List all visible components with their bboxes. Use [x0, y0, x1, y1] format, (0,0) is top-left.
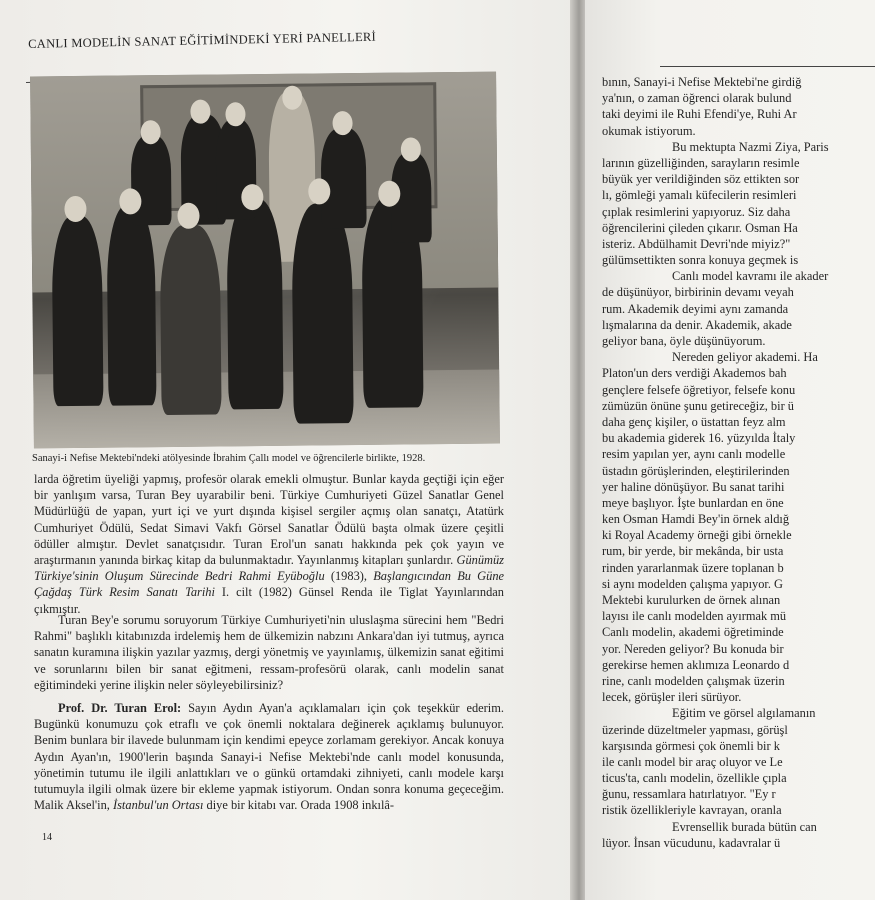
right-text-line: Mektebi kurulurken de örnek alınan: [602, 593, 781, 607]
answer-text-a: Sayın Aydın Ayan'a açıklamaları için çok teşekkür ederim. Bugünkü konumuzu çok etraflı ve çok önemli noktalara değinerek açıklamış bulunuyor. Benim bunlara bir ilavede bulunmam için kendimi epeyce zorlamam gerekiyor. Ancak konuya Aydın Ayan'ın, 1900'lerin başında Sanayi-i Nefise Mektebi'nde canlı model konusunda, yönetimin tutumu ile ilgili anlattıkları ve o günkü ortamdaki zihniyeti, canlı modele karşı tutumuyla ilgili olmak üzere bir ekleme yapmak istiyorum. Ondan sonra konuma geçeceğim. Malik Aksel'in,: [34, 701, 504, 813]
right-text-line: Bu mektupta Nazmi Ziya, Paris: [672, 139, 829, 154]
right-text-line: ken Osman Hamdi Bey'in örnek aldığ: [602, 512, 790, 527]
paragraph-1-text: larda öğretim üyeliği yapmış, profesör olarak emekli olmuştur. Bunlar kayda geçtiği için eğer bir yanlışım varsa, Turan Bey uyarabilir beni. Türkiye Cumhuriyeti Güzel Sanatlar Genel Müdürlüğü de yapan, yurt içi ve yurt dışında kişisel sergiler açmış olan sanatçı, Atatürk Cumhuriyet Ödülü, Sedat Simavi Vakfı Görsel Sanatlar Ödülü başta olmak üzere çeşitli ödüller almıştır. Devlet sanatçısıdır. Turan Erol'un sanatı hakkında pek çok yayın ve araştırmanın yanında birkaç kitap da bulunmaktadır. Yayınlanmış kitapları şunlardır.: [34, 472, 504, 568]
right-text-line: gençlere felsefe öğretiyor, felsefe konu: [602, 382, 796, 397]
book-title-3: İstanbul'un Ortası: [112, 798, 204, 813]
photo-caption: Sanayi-i Nefise Mektebi'ndeki atölyesinde İbrahim Çallı model ve öğrencilerle birlikte, 1928.: [32, 453, 426, 464]
right-text-line: rum, bir yerde, bir mekânda, bir usta: [602, 544, 784, 559]
right-text-line: büyük yer verildiğinden söz ettikten sor: [602, 172, 800, 187]
right-text-line: okumak istiyorum.: [602, 123, 696, 138]
question-paragraph: Turan Bey'e sorumu soruyorum Türkiye Cumhuriyeti'nin uluslaşma sürecini hem "Bedri Rahmi" başlıklı kitabınızda irdelemiş hem de ülkemizin nabzını Ankara'dan iyi tutmuş, ayrıca sanatın kuramına ilişkin yazılar yazmış, dergi yönetmiş ve yayınlamış, ülkemizin sanat eğitimi ve sorunlarını bilen bir sanat eğitmeni, ressam-profesörü olarak, canlı modelin sanat eğitimindeki yerine ilişkin neler söyleyebilirsiniz?: [34, 613, 504, 692]
historical-photo: [30, 72, 500, 449]
right-text-line: Canlı model kavramı ile akader: [672, 269, 829, 284]
right-text-line: çıplak resimlerini yapıyoruz. Siz daha: [602, 204, 791, 219]
right-text-line: yor. Nereden geliyor? Bu konuda bir: [602, 641, 784, 656]
right-text-line: ğunu, ressamlara hatırlatıyor. "Ey r: [602, 787, 776, 802]
right-text-line: rum. Akademik deyimi aynı zamanda: [602, 301, 789, 316]
right-text-line: Platon'un ders verdiği Akademos bah: [602, 366, 787, 381]
right-text-line: daha genç kişiler, o üstattan feyz alm: [602, 414, 786, 429]
right-text-line: üzerinde düzeltmeler yapması, görüşl: [602, 722, 788, 737]
right-text-line: larının güzelliğinden, sarayların resimle: [602, 155, 800, 170]
right-text-line: bının, Sanayi-i Nefise Mektebi'ne girdiğ: [602, 75, 802, 89]
right-text-line: de düşünüyor, birbirinin devamı veyah: [602, 285, 794, 300]
right-page-text: [602, 74, 875, 851]
paragraph-1-end: I. cilt (1982) Günsel Renda ile Tiglat Yayınlarından çıkmıştır.: [34, 585, 504, 616]
right-text-line: rine, canlı modelden çalışmak üzerin: [602, 673, 785, 688]
right-text-line: lüyor. İnsan vücudunu, kadavralar ü: [602, 835, 781, 850]
right-text-line: ticus'ta, canlı modelin, özellikle çıpla: [602, 771, 787, 786]
body-paragraph-3: [34, 700, 504, 813]
right-text-line: rinden yararlanmak üzere toplanan b: [602, 560, 784, 575]
right-text-line: yer haline dönüşüyor. Bu sanat tarihi: [602, 479, 785, 494]
speaker-name: Prof. Dr. Turan Erol:: [58, 701, 182, 715]
right-head-rule: [660, 66, 875, 67]
paragraph-1-mid: (1983),: [324, 569, 374, 584]
body-paragraph-2: [34, 612, 504, 693]
right-text-line: gerekirse hemen aklımıza Leonardo d: [602, 657, 790, 672]
right-text-line: Nereden geliyor akademi. Ha: [672, 350, 818, 365]
right-text-line: lışmalarına da denir. Akademik, akade: [602, 317, 792, 332]
right-text-line: Canlı modelin, akademi öğretiminde: [602, 625, 784, 640]
right-text-line: ya'nın, o zaman öğrenci olarak bulund: [602, 91, 792, 106]
book-title-2: Başlangıcından Bu Güne Çağdaş Türk Resim Sanatı Tarihi: [34, 569, 505, 600]
right-text-line: Eğitim ve görsel algılamanın: [672, 706, 816, 721]
page-number: 14: [42, 832, 52, 843]
book-title-1: Günümüz Türkiye'sinin Oluşum Sürecinde Bedri Rahmi Eyüboğlu: [34, 553, 504, 584]
answer-text-b: diye bir kitabı var. Orada 1908 inkılâ-: [203, 798, 395, 813]
right-text-line: resim yapılan yer, aynı canlı modelle: [602, 447, 786, 462]
right-text-line: gülümsettikten sonra konuya geçmek is: [602, 253, 799, 268]
body-paragraph-1: [34, 471, 504, 617]
right-text-line: si aynı modelden çalışma yapıyor. G: [602, 576, 784, 591]
right-text-line: ki Royal Academy örneği gibi örnekle: [602, 528, 792, 543]
running-head: CANLI MODELİN SANAT EĞİTİMİNDEKİ YERİ PANELLERİ: [28, 29, 377, 51]
right-text-line: bu akademia giderek 16. yüzyılda İtaly: [602, 431, 796, 446]
right-text-line: isteriz. Abdülhamit Devri'nde miyiz?": [602, 236, 791, 251]
right-text-line: layısı ile canlı modelden ayırmak mü: [602, 609, 787, 624]
right-text-line: öğrencilerini çileden çıkarır. Osman Ha: [602, 220, 798, 235]
right-text-line: ile canlı model bir araç oluyor ve Le: [602, 754, 783, 769]
right-text-line: zümüzün önüne şunu getireceğiz, bir ü: [602, 398, 794, 413]
right-text-line: meye başlıyor. İşte bunlardan en öne: [602, 495, 784, 510]
right-text-line: ristik özellikleriyle kavrayan, oranla: [602, 803, 782, 818]
right-text-line: üstadın görüşlerinden, eleştirilerinden: [602, 463, 790, 478]
right-text-line: karşısında görmesi çok önemli bir k: [602, 738, 780, 753]
right-text-line: lı, gömleği yamalı küfecilerin resimleri: [602, 188, 797, 203]
right-text-line: Evrensellik burada bütün can: [672, 819, 817, 834]
right-text-line: taki deyimi ile Ruhi Efendi'ye, Ruhi Ar: [602, 107, 797, 122]
right-text-line: lecek, görüşler ileri sürüyor.: [602, 690, 742, 705]
right-text-line: geliyor bana, öyle düşünüyorum.: [602, 334, 766, 348]
